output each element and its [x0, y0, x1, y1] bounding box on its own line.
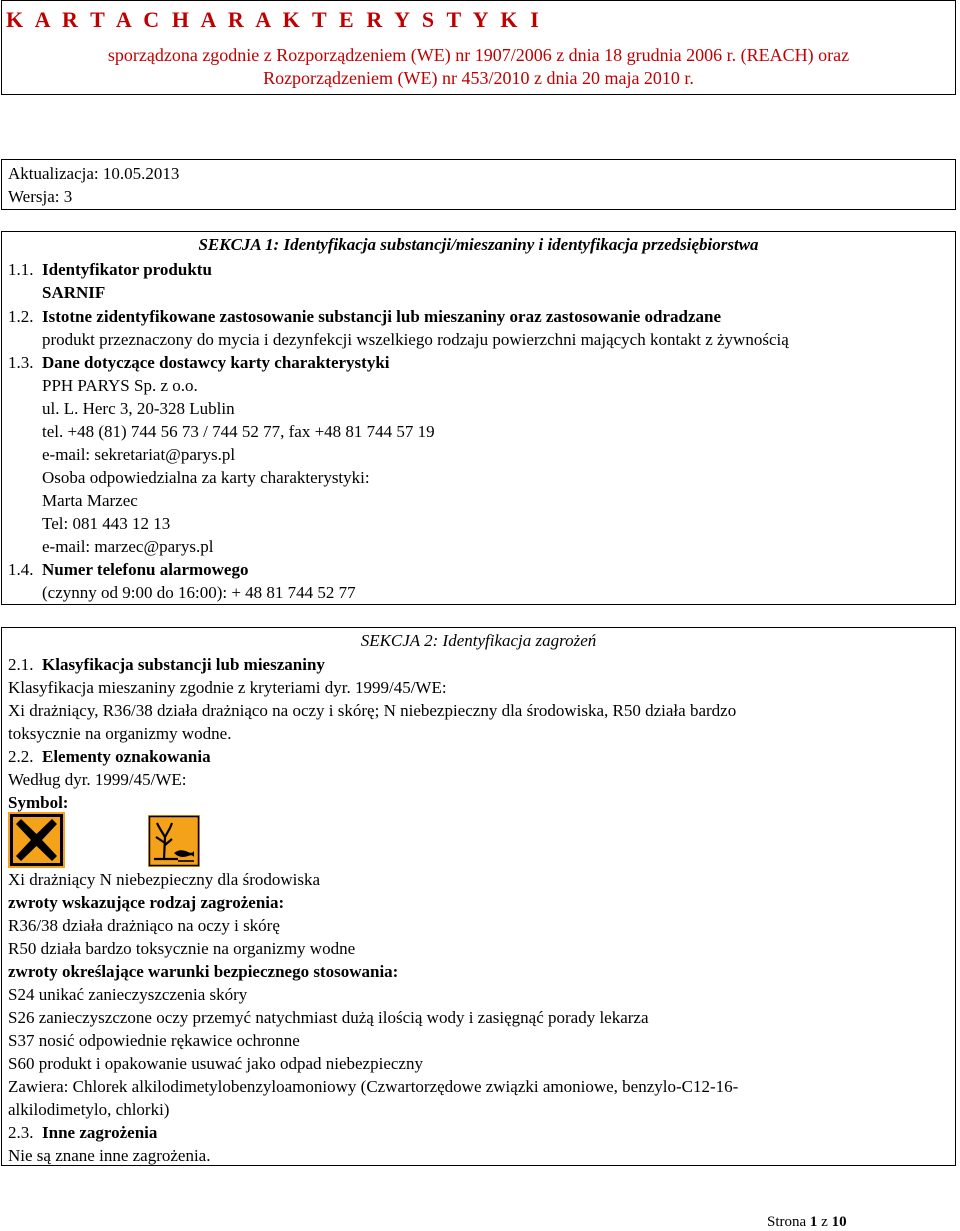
section-1-heading: SEKCJA 1: Identyfikacja substancji/mieszaniny i identyfikacja przedsiębiorstwa — [198, 235, 759, 254]
responsible-person-email: e-mail: marzec@parys.pl — [42, 537, 214, 556]
symbol-label: Symbol: — [8, 793, 69, 812]
supplier-email: e-mail: sekretariat@parys.pl — [42, 445, 236, 464]
subsection-1-2-title: Istotne zidentyfikowane zastosowanie substancji lub mieszaniny oraz zastosowanie odradzane — [42, 307, 722, 326]
s-phrase-s60: S60 produkt i opakowanie usuwać jako odpad niebezpieczny — [8, 1054, 423, 1073]
version-number: Wersja: 3 — [8, 187, 73, 206]
subsection-1-1-number: 1.1. — [8, 260, 34, 279]
responsible-person-phone: Tel: 081 443 12 13 — [42, 514, 171, 533]
responsible-person-label: Osoba odpowiedzialna za karty charakterystyki: — [42, 468, 370, 487]
section-2 — [1, 627, 956, 1166]
update-date: Aktualizacja: 10.05.2013 — [8, 164, 180, 183]
subsection-2-3-number: 2.3. — [8, 1123, 34, 1142]
section-2-heading: SEKCJA 2: Identyfikacja zagrożeń — [360, 631, 597, 650]
harmful-irritant-symbol-icon — [8, 812, 65, 868]
classification-line: Klasyfikacja mieszaniny zgodnie z kryteriami dyr. 1999/45/WE: — [8, 678, 447, 697]
subsection-2-1-title: Klasyfikacja substancji lub mieszaniny — [42, 655, 325, 674]
regulation-line-1: sporządzona zgodnie z Rozporządzeniem (WE) nr 1907/2006 z dnia 18 grudnia 2006 r. (REACH) oraz — [107, 45, 850, 65]
subsection-2-2-title: Elementy oznakowania — [42, 747, 211, 766]
r-phrase-r36-38: R36/38 działa drażniąco na oczy i skórę — [8, 916, 280, 935]
subsection-2-3-title: Inne zagrożenia — [42, 1123, 158, 1142]
r-phrase-r50: R50 działa bardzo toksycznie na organizmy wodne — [8, 939, 356, 958]
directive-line: Według dyr. 1999/45/WE: — [8, 770, 187, 789]
contains-line-1: Zawiera: Chlorek alkilodimetylobenzyloamoniowy (Czwartorzędowe związki amoniowe, benzylo-C12-16- — [8, 1077, 739, 1096]
r-phrases-heading: zwroty wskazujące rodzaj zagrożenia: — [8, 893, 285, 912]
environment-hazard-symbol-icon — [148, 815, 200, 867]
subsection-1-3-number: 1.3. — [8, 353, 34, 372]
intended-use: produkt przeznaczony do mycia i dezynfekcji wszelkiego rodzaju powierzchni mających kontakt z żywnością — [42, 330, 789, 349]
document-title: K A R T A C H A R A K T E R Y S T Y K I — [6, 7, 543, 32]
s-phrase-s37: S37 nosić odpowiednie rękawice ochronne — [8, 1031, 300, 1050]
subsection-2-1-number: 2.1. — [8, 655, 34, 674]
page-total: 10 — [831, 1214, 847, 1230]
emergency-phone: (czynny od 9:00 do 16:00): + 48 81 744 52 77 — [42, 583, 356, 602]
regulation-line-2: Rozporządzeniem (WE) nr 453/2010 z dnia 20 maja 2010 r. — [263, 68, 694, 88]
page-current: 1 — [809, 1214, 818, 1230]
classification-detail-2: toksycznie na organizmy wodne. — [8, 724, 232, 743]
document-header — [1, 0, 956, 95]
classification-detail-1: Xi drażniący, R36/38 działa drażniąco na oczy i skórę; N niebezpieczny dla środowiska, R50 działa bardzo — [8, 701, 737, 720]
s-phrase-s24: S24 unikać zanieczyszczenia skóry — [8, 985, 248, 1004]
version-box — [1, 159, 956, 210]
s-phrase-s26: S26 zanieczyszczone oczy przemyć natychmiast dużą ilością wody i zasięgnąć porady lekarza — [8, 1008, 649, 1027]
responsible-person-name: Marta Marzec — [42, 491, 138, 510]
subsection-1-1-title: Identyfikator produktu — [42, 260, 212, 279]
s-phrases-heading: zwroty określające warunki bezpiecznego stosowania: — [8, 962, 399, 981]
contains-line-2: alkilodimetylo, chlorki) — [8, 1100, 170, 1119]
page-prefix: Strona — [767, 1214, 807, 1230]
symbol-captions: Xi drażniący N niebezpieczny dla środowiska — [8, 870, 321, 889]
supplier-name: PPH PARYS Sp. z o.o. — [42, 376, 198, 395]
section-1 — [1, 231, 956, 605]
subsection-2-2-number: 2.2. — [8, 747, 34, 766]
subsection-1-4-title: Numer telefonu alarmowego — [42, 560, 249, 579]
subsection-1-3-title: Dane dotyczące dostawcy karty charakterystyki — [42, 353, 390, 372]
product-name: SARNIF — [42, 283, 106, 302]
subsection-1-2-number: 1.2. — [8, 307, 34, 326]
subsection-1-4-number: 1.4. — [8, 560, 34, 579]
page-number — [767, 1213, 847, 1231]
page-separator: z — [821, 1214, 828, 1230]
supplier-phone: tel. +48 (81) 744 56 73 / 744 52 77, fax +48 81 744 57 19 — [42, 422, 435, 441]
other-hazards-text: Nie są znane inne zagrożenia. — [8, 1146, 211, 1165]
supplier-address: ul. L. Herc 3, 20-328 Lublin — [42, 399, 235, 418]
